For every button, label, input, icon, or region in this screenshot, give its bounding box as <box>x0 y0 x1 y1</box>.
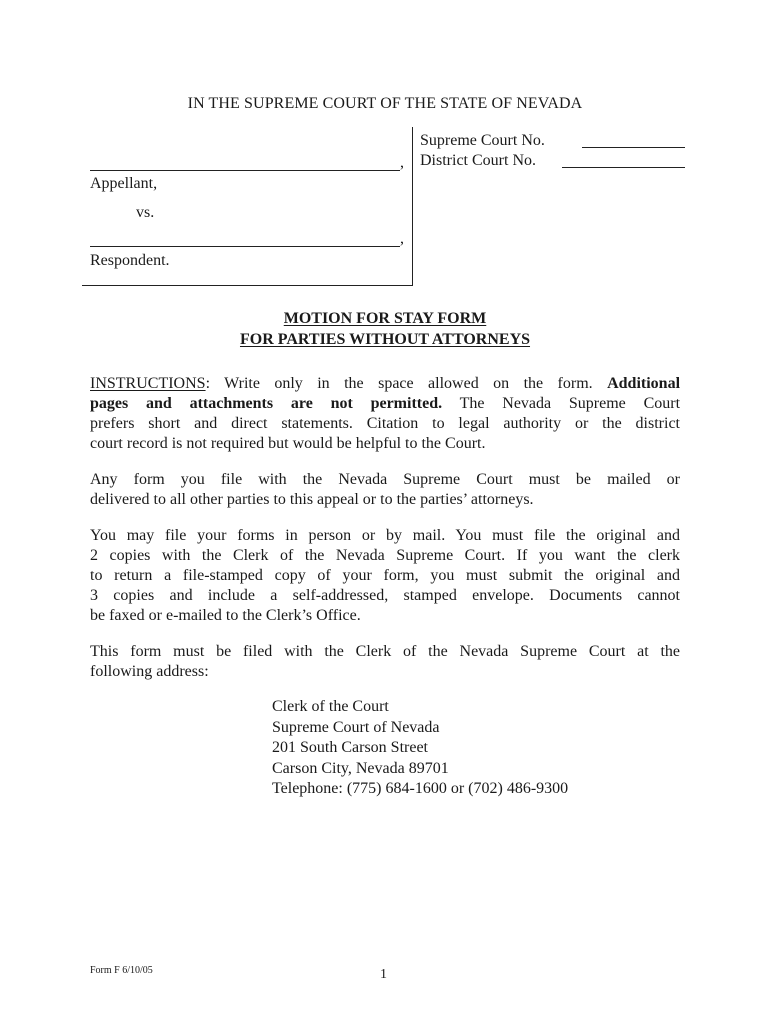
form-title-line1: MOTION FOR STAY FORM <box>283 310 487 327</box>
filing-paragraph: You may file your forms in person or by mail. You must file the original and 2 copies with the Clerk of the Nevada Supreme Court. If you want the clerk to return a file-stamped copy of your form, you must submit the original and 3 copies and include a self-addressed, stamped envelope. Documents cannot be faxed or e-mailed to the Clerk’s Office. <box>90 527 680 624</box>
supreme-court-no-field[interactable] <box>582 132 685 148</box>
service-paragraph: Any form you file with the Nevada Supreme Court must be mailed or delivered to all other parties to this appeal or to the parties’ attorneys. <box>90 471 680 508</box>
address-intro-paragraph: This form must be filed with the Clerk of the Nevada Supreme Court at the following address: <box>90 643 680 680</box>
district-court-no-label: District Court No. <box>420 152 536 169</box>
telephone-line: Telephone: (775) 684-1600 or (702) 486-9300 <box>272 780 569 797</box>
court-title: IN THE SUPREME COURT OF THE STATE OF NEVADA <box>187 95 583 112</box>
form-title-line2: FOR PARTIES WITHOUT ATTORNEYS <box>239 331 531 348</box>
supreme-court-no-label: Supreme Court No. <box>420 132 545 149</box>
clerk-address-block <box>272 697 568 800</box>
instructions-label: INSTRUCTIONS <box>90 375 206 392</box>
respondent-comma: , <box>400 230 404 247</box>
respondent-label: Respondent. <box>90 252 170 269</box>
respondent-name-line[interactable] <box>90 231 400 247</box>
appellant-label: Appellant, <box>90 175 158 192</box>
page-number: 1 <box>380 967 387 982</box>
appellant-comma: , <box>400 154 404 171</box>
appellant-name-line[interactable] <box>90 155 400 171</box>
address-line: Supreme Court of Nevada <box>272 718 440 736</box>
address-line: Carson City, Nevada 89701 <box>272 759 449 777</box>
district-court-no-field[interactable] <box>562 152 685 168</box>
address-line: Clerk of the Court <box>272 698 389 715</box>
versus-label: vs. <box>136 204 155 221</box>
address-line: 201 South Carson Street <box>272 739 428 756</box>
form-id-footer: Form F 6/10/05 <box>90 965 153 976</box>
instructions-paragraph: INSTRUCTIONS: Write only in the space allowed on the form. Additional pages and attachments are not permitted. The Nevada Supreme Court prefers short and direct statements. Citation to legal authority or the district court record is not required but would be helpful to the Court. <box>90 375 681 452</box>
